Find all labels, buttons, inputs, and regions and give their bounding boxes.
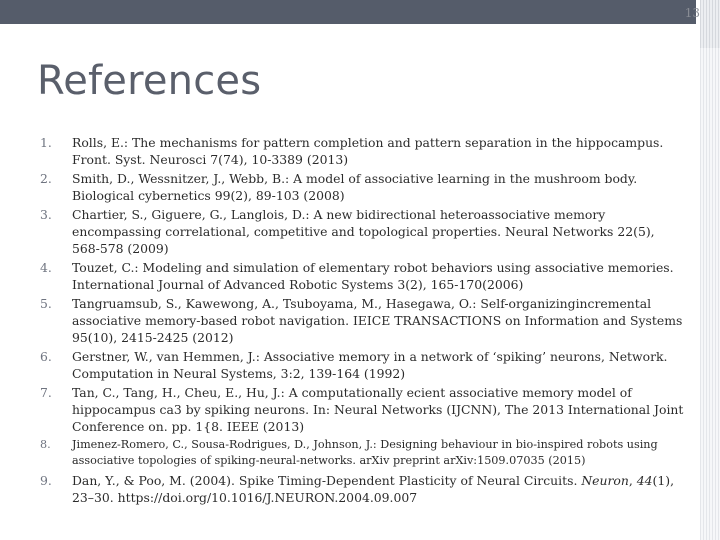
reference-item [40, 348, 685, 382]
reference-item [40, 295, 685, 346]
reference-text-tail: (1), 23–30. https://doi.org/10.1016/J.NEURON.2004.09.007 [72, 472, 675, 505]
reference-volume: 44 [636, 472, 653, 488]
slide-side-pattern [700, 0, 720, 540]
reference-item [40, 134, 685, 168]
reference-text: Touzet, C.: Modeling and simulation of elementary robot behaviors using associative memories. International Journal of Advanced Robotic Systems 3(2), 165-170(2006) [72, 260, 674, 292]
reference-text: Tan, C., Tang, H., Cheu, E., Hu, J.: A computationally ecient associative memory model of hippocampus ca3 by spiking neurons. In: Neural Networks (IJCNN), The 2013 International Joint Conference on. pp. 1{8. IEEE (2013) [72, 385, 684, 434]
reference-item [40, 206, 685, 257]
reference-text: Smith, D., Wessnitzer, J., Webb, B.: A model of associative learning in the mushroom body. Biological cybernetics 99(2), 89-103 (2008) [72, 171, 638, 203]
reference-item [40, 170, 685, 204]
reference-item [40, 384, 685, 435]
reference-number: 3. [40, 207, 52, 222]
reference-journal: Neuron [581, 472, 629, 488]
slide-header-bar [0, 0, 696, 24]
reference-number: 1. [40, 135, 52, 150]
reference-number: 9. [40, 472, 52, 488]
reference-number: 6. [40, 349, 52, 364]
reference-separator: , [628, 472, 637, 488]
reference-item [40, 437, 685, 470]
reference-text: Dan, Y., & Poo, M. (2004). Spike Timing-Dependent Plasticity of Neural Circuits. [72, 472, 582, 488]
reference-number: 2. [40, 171, 52, 186]
reference-number: 4. [40, 260, 52, 275]
reference-number: 5. [40, 296, 52, 311]
reference-text: Tangruamsub, S., Kawewong, A., Tsuboyama, M., Hasegawa, O.: Self-organizingincremental associative memory-based robot navigation. IEICE TRANSACTIONS on Information and Systems 95(10), 2415-2425 (2012) [72, 296, 683, 345]
reference-number: 7. [40, 385, 52, 400]
reference-text: Jimenez-Romero, C., Sousa-Rodrigues, D., Johnson, J.: Designing behaviour in bio-inspired robots using associative topologies of spiking-neural-networks. arXiv preprint arXiv:1509.07035 (2015) [72, 438, 658, 468]
reference-item [40, 259, 685, 293]
slide-side-pattern-top [700, 0, 720, 48]
reference-number: 8. [40, 438, 51, 451]
page-title: References [37, 58, 262, 104]
page-number: 13 [684, 6, 700, 20]
reference-text: Rolls, E.: The mechanisms for pattern completion and pattern separation in the hippocampus. Front. Syst. Neurosci 7(74), 10-3389 (2013) [72, 135, 664, 167]
reference-item [40, 472, 685, 506]
reference-text: Gerstner, W., van Hemmen, J.: Associative memory in a network of ‘spiking’ neurons, Network. Computation in Neural Systems, 3:2, 139-164 (1992) [72, 349, 668, 381]
reference-list [40, 134, 685, 508]
reference-text: Chartier, S., Giguere, G., Langlois, D.: A new bidirectional heteroassociative memory encompassing correlational, competitive and topological properties. Neural Networks 22(5), 568-578 (2009) [72, 207, 655, 256]
